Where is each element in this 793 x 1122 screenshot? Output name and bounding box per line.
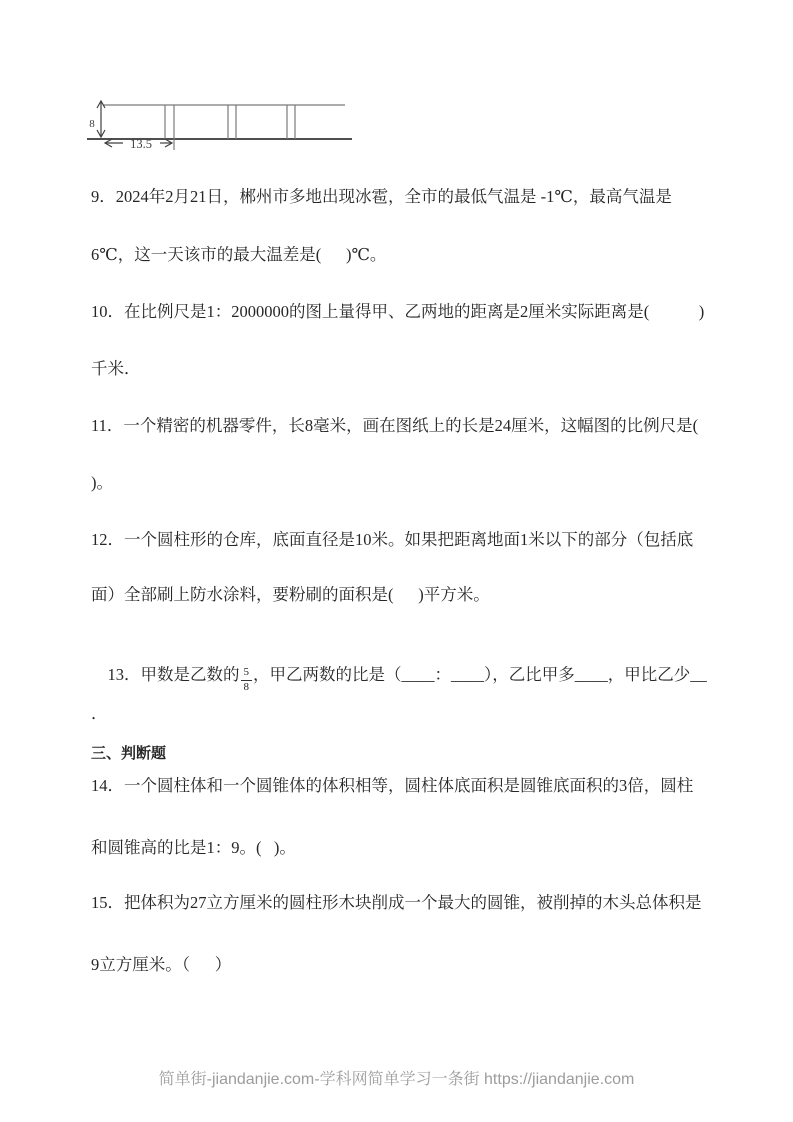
question-11-line-1: 11．一个精密的机器零件，长8毫米，画在图纸上的长是24厘米，这幅图的比例尺是( (91, 416, 699, 435)
question-15-line-2: 9立方厘米。（ ） (91, 955, 232, 974)
question-10-line-2: 千米． (91, 359, 141, 378)
question-12-line-1: 12．一个圆柱形的仓库，底面直径是10米。如果把距离地面1米以下的部分（包括底 (91, 530, 694, 549)
height-dimension-label: 8 (89, 118, 95, 130)
watermark-footer: 简单街-jiandanjie.com-学科网简单学习一条街 https://jiandanjie.com (158, 1071, 635, 1088)
question-13-line-2: ． (91, 704, 108, 723)
width-dimension-label: 13.5 (130, 137, 152, 151)
fraction-numerator: 5 (241, 666, 253, 681)
question-9-line-1: 9．2024年2月21日，郴州市多地出现冰雹，全市的最低气温是 -1℃，最高气温是 (91, 187, 672, 206)
question-10-line-1: 10．在比例尺是1：2000000的图上量得甲、乙两地的距离是2厘米实际距离是( ) (91, 302, 705, 321)
fraction-denominator: 8 (243, 681, 249, 693)
fraction-five-eighths (241, 666, 253, 695)
question-13-text-before-fraction: 13．甲数是乙数的 (107, 665, 240, 684)
question-15-line-1: 15．把体积为27立方厘米的圆柱形木块削成一个最大的圆锥，被削掉的木头总体积是 (91, 893, 702, 912)
question-12-line-2: 面）全部刷上防水涂料，要粉刷的面积是( )平方米。 (91, 585, 490, 604)
question-9-line-2: 6℃，这一天该市的最大温差是( )℃。 (91, 245, 387, 264)
strip-diagram (85, 92, 357, 158)
section-header-judgment: 三、判断题 (91, 745, 167, 762)
question-13-line-1 (91, 642, 707, 717)
question-11-line-2: )。 (91, 473, 113, 492)
question-14-line-1: 14．一个圆柱体和一个圆锥体的体积相等，圆柱体底面积是圆锥底面积的3倍，圆柱 (91, 776, 694, 795)
question-13-text-after-fraction: ，甲乙两数的比是（____：____），乙比甲多____，甲比乙少__ (253, 665, 707, 684)
question-14-line-2: 和圆锥高的比是1：9。( )。 (91, 838, 296, 857)
